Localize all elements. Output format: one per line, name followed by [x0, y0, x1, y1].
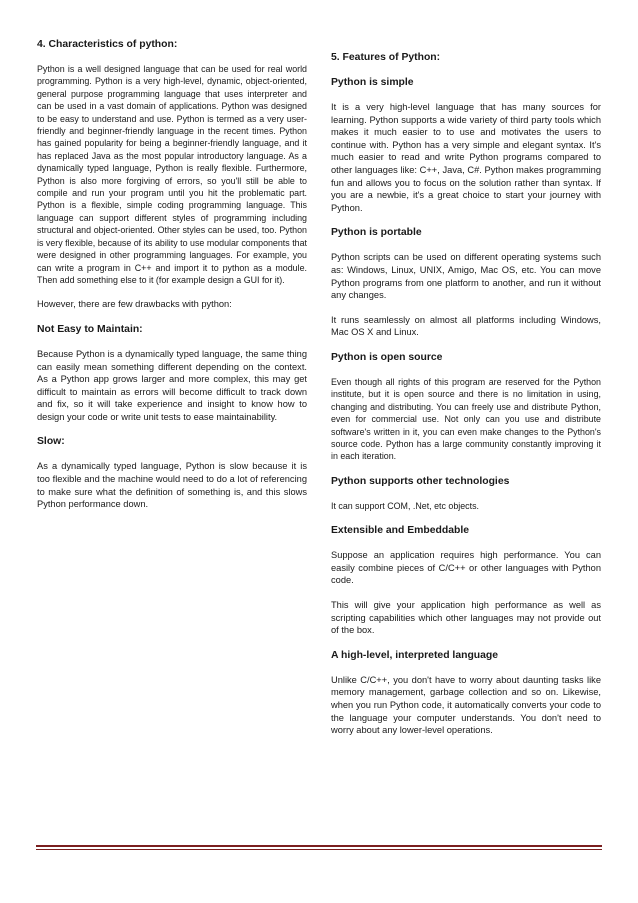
footer-rule-thin	[36, 849, 602, 850]
drawbacks-intro: However, there are few drawbacks with python:	[37, 299, 232, 310]
extensible-paragraph-1: Suppose an application requires high performance. You can easily combine pieces of C/C++ or other languages with Python code.	[331, 550, 601, 586]
extensible-heading: Extensible and Embeddable	[331, 525, 470, 537]
maintain-heading: Not Easy to Maintain:	[37, 323, 143, 335]
high-level-heading: A high-level, interpreted language	[331, 649, 499, 661]
open-source-heading: Python is open source	[331, 351, 443, 363]
portable-heading: Python is portable	[331, 227, 422, 239]
simple-heading: Python is simple	[331, 77, 414, 88]
footer-rule-thick	[36, 845, 602, 847]
portable-paragraph-2: It runs seamlessly on almost all platforms including Windows, Mac OS X and Linux.	[331, 314, 601, 338]
open-source-paragraph: Even though all rights of this program are reserved for the Python institute, but it is open source and there is no limitation in using, changing and distributing. You can freely use and distribute Python, even for commercial use. Not only can you use and distribute software's written in it, you can even make changes to the Python's source code. Python has a large community constantly improving it in each iteration.	[331, 376, 601, 462]
characteristics-heading: 4. Characteristics of python:	[37, 39, 178, 50]
high-level-paragraph: Unlike C/C++, you don't have to worry about daunting tasks like memory management, garbage collection and so on. Likewise, when you run Python code, it automatically converts your code to the language your computer understands. You don't need to worry about any lower-level operations.	[331, 674, 601, 736]
other-tech-paragraph: It can support COM, .Net, etc objects.	[331, 500, 479, 511]
slow-paragraph: As a dynamically typed language, Python is slow because it is too flexible and the machine would need to do a lot of referencing to make sure what the definition of something is, and this slows Python performance down.	[37, 461, 307, 510]
extensible-paragraph-2: This will give your application high performance as well as scripting capabilities which other languages may not provide out of the box.	[331, 599, 601, 636]
left-column	[37, 38, 307, 523]
simple-paragraph: It is a very high-level language that has many sources for learning. Python supports a wide variety of third party tools which makes it much easier to to use and motivates the users to continue with. Python has a very simple and elegant syntax. It's much easier to read and write Python programs compared to other languages like: C++, Java, C#. Python makes programming fun and allows you to focus on the solution rather than syntax. If you are a newbie, it's a great choice to start your journey with Python.	[331, 102, 601, 213]
portable-paragraph-1: Python scripts can be used on different operating systems such as: Windows, Linux, UNIX, Amigo, Mac OS, etc. You can move Python programs from one platform to another, and run it without any changes.	[331, 252, 601, 301]
maintain-paragraph: Because Python is a dynamically typed language, the same thing can easily mean something different depending on the context. As a Python app grows larger and more complex, this may get difficult to maintain as errors will become difficult to track down and fix, so it will take experience and insight to know how to design your code or write unit tests to ease maintainability.	[37, 348, 307, 422]
slow-heading: Slow:	[37, 436, 65, 448]
characteristics-paragraph: Python is a well designed language that can be used for real world programming. Python is a very high-level, dynamic, object-oriented, general purpose programming language that uses interpreter and can be used in a vast domain of applications. Python was designed to be easy to understand and use. Python is termed as a very user-friendly and beginner-friendly language in the recent times. Python has gained popularity for being a beginner-friendly language, and it has replaced Java as the most popular introductory language. As a dynamically typed language, Python is really flexible. Furthermore, Python is also more forgiving of errors, so you'll still be able to compile and run your program until you hit the problematic part. Python is a flexible, simple coding programming language. This language can support different styles of programming including structural and object-oriented. Other styles can be used, too. Python is very flexible, because of its ability to use modular components that were designed in other programming languages. For example, you can write a program in C++ and import it to python as a module. Then add something else to it (for example design a GUI for it).	[37, 64, 307, 285]
right-column	[331, 51, 601, 749]
features-heading: 5. Features of Python:	[331, 52, 441, 63]
other-tech-heading: Python supports other technologies	[331, 475, 510, 487]
